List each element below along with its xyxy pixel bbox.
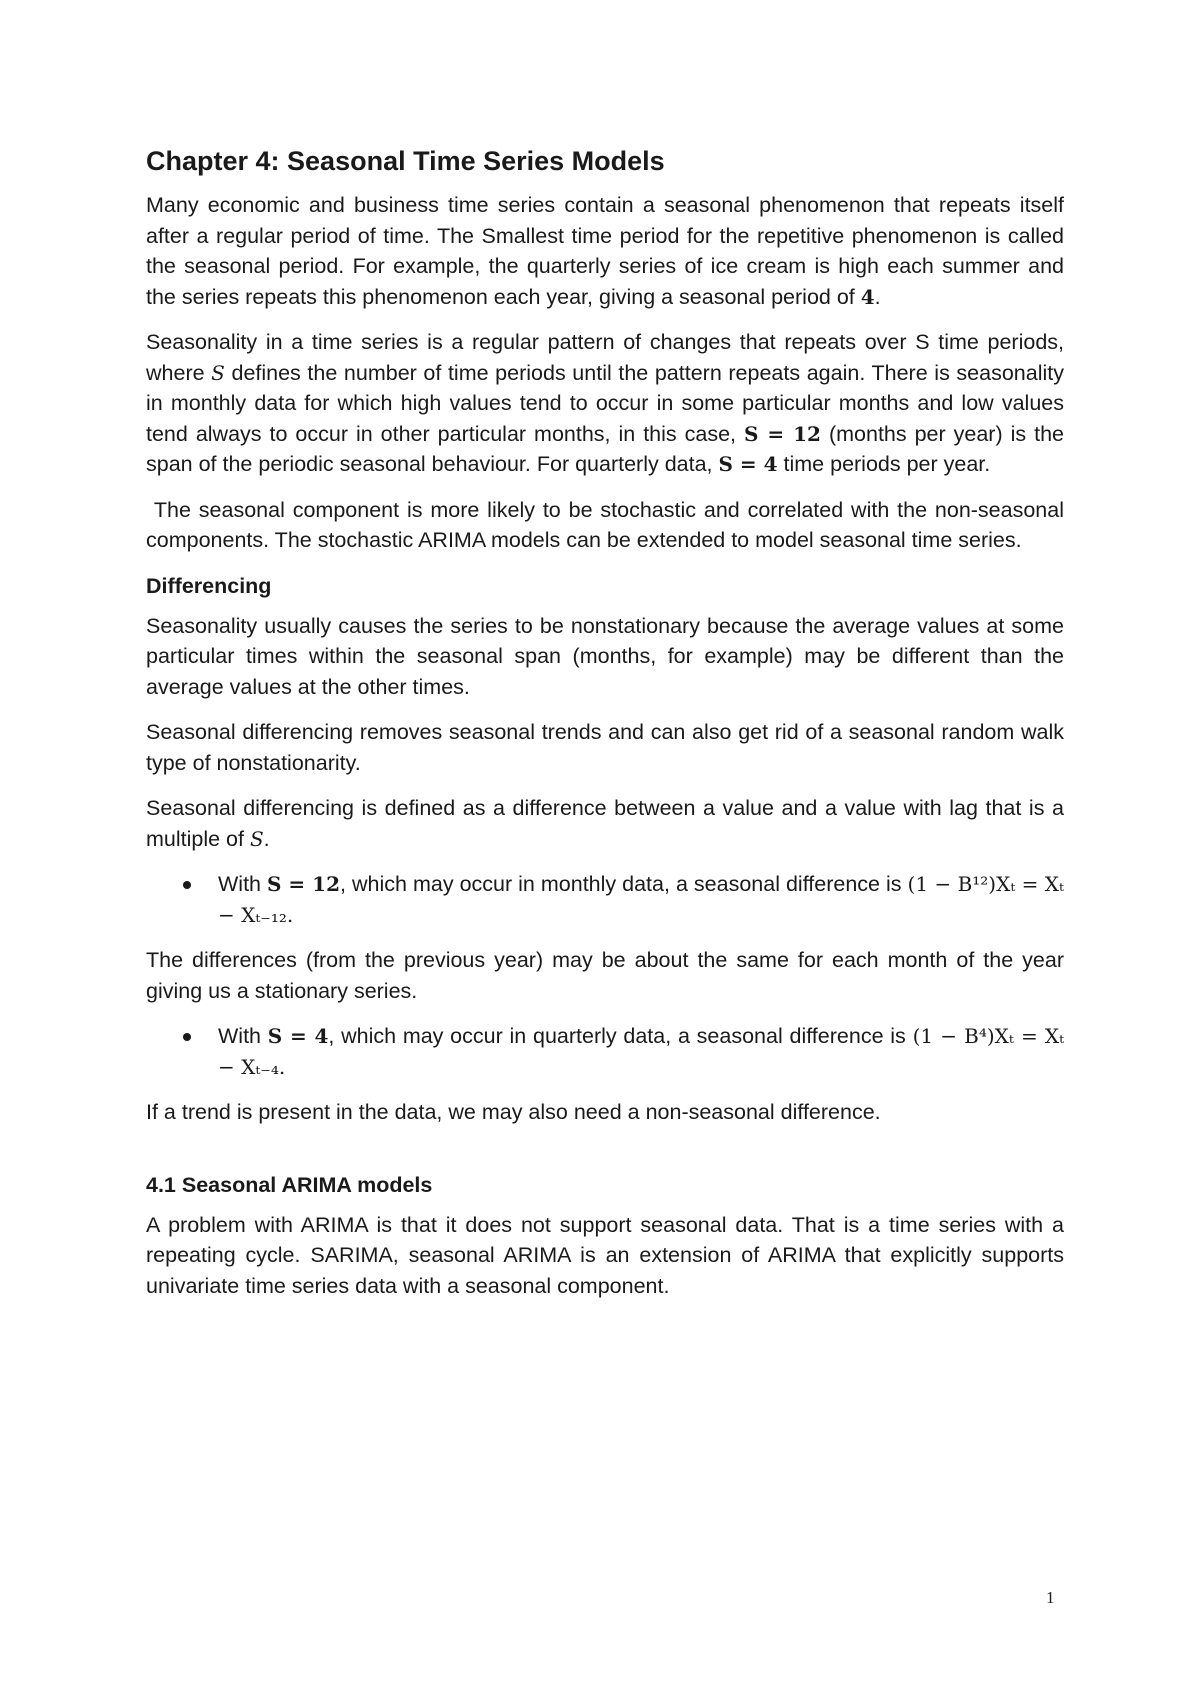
differencing-p3-text: Seasonal differencing is defined as a difference between a value and a value with lag that is a multiple of (146, 796, 1064, 851)
differencing-paragraph-1: Seasonality usually causes the series to be nonstationary because the average values at some particular times within the seasonal span (months, for example) may be different than the average values at the other times. (146, 613, 1064, 699)
chapter-title: Chapter 4: Seasonal Time Series Models (146, 146, 665, 176)
differencing-paragraph-3 (146, 793, 1064, 854)
intro-paragraph-3: The seasonal component is more likely to be stochastic and correlated with the non-seasonal components. The stochastic ARIMA models can be extended to model seasonal time series. (146, 497, 1070, 552)
bullet1-equation: (1 − B¹²)Xₜ = Xₜ − Xₜ₋₁₂. (218, 872, 1064, 927)
differencing-p3-end: . (263, 826, 270, 851)
bullet1-b: , which may occur in monthly data, a seasonal difference is (340, 872, 908, 896)
bullet-icon (183, 881, 191, 889)
intro-p2-c: (months per year) is the span of the periodic seasonal behaviour. For quarterly data, (146, 421, 1064, 476)
bullet2-equation: (1 − B⁴)Xₜ = Xₜ − Xₜ₋₄. (218, 1024, 1065, 1079)
list-item (146, 869, 1064, 930)
intro-paragraph-2 (146, 327, 1064, 480)
list-item (146, 1021, 1064, 1082)
intro-p2-math-s4: S = 4 (718, 452, 778, 476)
page-number: 1 (1046, 1588, 1055, 1607)
differencing-paragraph-5: If a trend is present in the data, we may also need a non-seasonal difference. (146, 1100, 881, 1124)
monthly-bullet-list (146, 869, 1064, 930)
bullet1-math-s12: S = 12 (267, 872, 341, 896)
section-4-1-paragraph-1: A problem with ARIMA is that it does not support seasonal data. That is a time series with a repeating cycle. SARIMA, seasonal ARIMA is an extension of ARIMA that explicitly supports univariate time series data with a seasonal component. (146, 1212, 1064, 1298)
differencing-paragraph-2: Seasonal differencing removes seasonal trends and can also get rid of a seasonal random walk type of nonstationarity. (146, 720, 1064, 775)
bullet-icon (183, 1033, 191, 1041)
bullet1-a: With (218, 872, 267, 896)
intro-p1-text: Many economic and business time series contain a seasonal phenomenon that repeats itself after a regular period of time. The Smallest time period for the repetitive phenomenon is called the seasonal period. For example, the quarterly series of ice cream is high each summer and the series repeats this phenomenon each year, giving a seasonal period of (146, 193, 1064, 309)
intro-p2-b: defines the number of time periods until the pattern repeats again. There is seasonality in monthly data for which high values tend to occur in some particular months and low values tend always to occur in other particular months, in this case, (146, 360, 1064, 446)
page-content (146, 144, 1070, 1316)
intro-p2-a: Seasonality in a time series is a regular pattern of changes that repeats over S time periods, where (146, 330, 1064, 385)
intro-p2-math-s12: S = 12 (744, 421, 821, 446)
section-4-1-heading: 4.1 Seasonal ARIMA models (146, 1172, 433, 1197)
bullet2-math-s4: S = 4 (267, 1024, 329, 1048)
intro-p1-end: . (874, 284, 881, 309)
intro-p2-math-s: S (211, 360, 225, 385)
differencing-p3-math: S (249, 826, 264, 851)
intro-p1-math: 4 (860, 284, 875, 309)
bullet2-a: With (218, 1024, 268, 1048)
quarterly-bullet-list (146, 1021, 1064, 1082)
differencing-paragraph-4: The differences (from the previous year) may be about the same for each month of the year giving us a stationary series. (146, 948, 1064, 1003)
intro-p2-d: time periods per year. (777, 452, 991, 476)
differencing-heading: Differencing (146, 573, 272, 598)
bullet2-b: , which may occur in quarterly data, a seasonal difference is (328, 1024, 913, 1048)
intro-paragraph-1 (146, 190, 1064, 312)
